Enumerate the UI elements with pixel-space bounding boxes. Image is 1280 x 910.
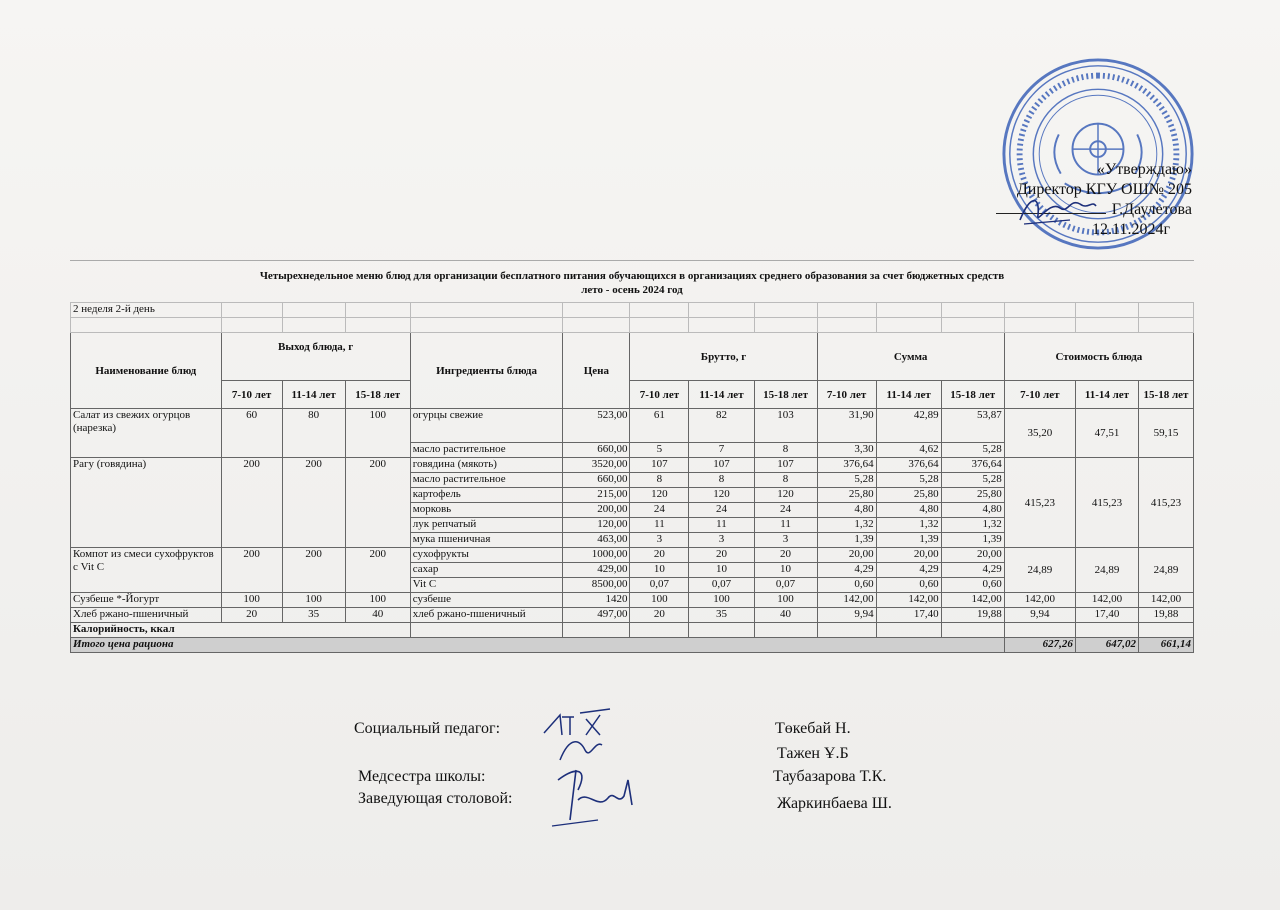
ingredient-sum: 0,60 xyxy=(876,578,941,593)
ingredient-gross: 7 xyxy=(689,443,754,458)
ingredient-gross: 3 xyxy=(754,533,817,548)
signature-role-3: Медсестра школы: xyxy=(358,768,486,785)
ingredient-sum: 19,88 xyxy=(941,608,1004,623)
ingredient-gross: 107 xyxy=(754,458,817,473)
ingredient-price: 660,00 xyxy=(563,443,630,458)
ingredient-sum: 31,90 xyxy=(817,409,876,443)
table-row xyxy=(71,593,1194,608)
ingredient-gross: 10 xyxy=(689,563,754,578)
ingredient-sum: 142,00 xyxy=(876,593,941,608)
ingredient-gross: 100 xyxy=(754,593,817,608)
total-label: Итого цена рациона xyxy=(71,638,1005,653)
ingredient-price: 660,00 xyxy=(563,473,630,488)
table-row xyxy=(71,608,1194,623)
signature-name-2: Тажен Ұ.Б xyxy=(777,745,849,762)
dish-yield: 35 xyxy=(282,608,345,623)
ingredient-gross: 35 xyxy=(689,608,754,623)
dish-cost: 142,00 xyxy=(1004,593,1075,608)
ingredient-sum: 53,87 xyxy=(941,409,1004,443)
ingredient-gross: 8 xyxy=(689,473,754,488)
ingredient-sum: 5,28 xyxy=(941,443,1004,458)
ingredient-gross: 20 xyxy=(630,608,689,623)
ingredient-gross: 0,07 xyxy=(689,578,754,593)
ingredient-sum: 4,80 xyxy=(941,503,1004,518)
ingredient-gross: 107 xyxy=(689,458,754,473)
header-row-2 xyxy=(71,381,1194,409)
ingredient-sum: 5,28 xyxy=(817,473,876,488)
header-ingredients: Ингредиенты блюда xyxy=(410,333,563,409)
ingredient-gross: 40 xyxy=(754,608,817,623)
signature-name-1: Төкебай Н. xyxy=(775,720,851,737)
day-label: 2 неделя 2-й день xyxy=(71,303,222,318)
ingredient-sum: 5,28 xyxy=(941,473,1004,488)
director-signature xyxy=(1010,190,1100,230)
dish-cost: 142,00 xyxy=(1075,593,1138,608)
dish-cost: 415,23 xyxy=(1004,458,1075,548)
header-yield-age1: 7-10 лет xyxy=(221,381,282,409)
dish-yield: 200 xyxy=(282,548,345,593)
ingredient-gross: 24 xyxy=(754,503,817,518)
ingredient-sum: 4,29 xyxy=(817,563,876,578)
document-subtitle: лето - осень 2024 год xyxy=(581,284,683,296)
dish-yield: 100 xyxy=(345,409,410,458)
ingredient-name: масло растительное xyxy=(410,473,563,488)
header-cost: Стоимость блюда xyxy=(1004,333,1193,381)
ingredient-name: масло растительное xyxy=(410,443,563,458)
header-gross-age1: 7-10 лет xyxy=(630,381,689,409)
document-title: Четырехнедельное меню блюд для организации бесплатного питания обучающихся в организациях среднего образования за счет бюджетных средств xyxy=(259,270,1005,282)
ingredient-gross: 82 xyxy=(689,409,754,443)
dish-yield: 20 xyxy=(221,608,282,623)
header-gross: Брутто, г xyxy=(630,333,817,381)
ingredient-gross: 20 xyxy=(754,548,817,563)
signature-name-4: Жаркинбаева Ш. xyxy=(777,795,892,812)
ingredient-sum: 1,32 xyxy=(876,518,941,533)
ingredient-price: 215,00 xyxy=(563,488,630,503)
dish-cost: 59,15 xyxy=(1138,409,1193,458)
ingredient-gross: 10 xyxy=(754,563,817,578)
dish-yield: 200 xyxy=(345,458,410,548)
ingredient-gross: 11 xyxy=(689,518,754,533)
header-yield-age3: 15-18 лет xyxy=(345,381,410,409)
dish-yield: 200 xyxy=(221,548,282,593)
dish-cost: 9,94 xyxy=(1004,608,1075,623)
ingredient-name: Vit C xyxy=(410,578,563,593)
ingredient-sum: 1,32 xyxy=(941,518,1004,533)
ingredient-gross: 100 xyxy=(630,593,689,608)
ingredient-sum: 376,64 xyxy=(941,458,1004,473)
ingredient-gross: 5 xyxy=(630,443,689,458)
ingredient-price: 429,00 xyxy=(563,563,630,578)
dish-cost: 47,51 xyxy=(1075,409,1138,458)
table-row xyxy=(71,409,1194,443)
ingredient-sum: 1,39 xyxy=(941,533,1004,548)
ingredient-name: хлеб ржано-пшеничный xyxy=(410,608,563,623)
dish-yield: 200 xyxy=(221,458,282,548)
ingredient-sum: 9,94 xyxy=(817,608,876,623)
ingredient-gross: 24 xyxy=(630,503,689,518)
day-row xyxy=(71,303,1194,318)
spacer-row xyxy=(71,318,1194,333)
ingredient-price: 1000,00 xyxy=(563,548,630,563)
ingredient-gross: 103 xyxy=(754,409,817,443)
nurse-signature xyxy=(548,760,648,830)
ingredient-sum: 25,80 xyxy=(876,488,941,503)
ingredient-sum: 1,32 xyxy=(817,518,876,533)
ingredient-sum: 25,80 xyxy=(817,488,876,503)
header-cost-age2: 11-14 лет xyxy=(1075,381,1138,409)
ingredient-gross: 120 xyxy=(689,488,754,503)
ingredient-price: 523,00 xyxy=(563,409,630,443)
ingredient-sum: 142,00 xyxy=(817,593,876,608)
signature-name-3: Таубазарова Т.К. xyxy=(773,768,887,785)
ingredient-price: 120,00 xyxy=(563,518,630,533)
header-gross-age2: 11-14 лет xyxy=(689,381,754,409)
ingredient-gross: 0,07 xyxy=(754,578,817,593)
dish-cost: 24,89 xyxy=(1075,548,1138,593)
ingredient-name: говядина (мякоть) xyxy=(410,458,563,473)
dish-cost: 24,89 xyxy=(1138,548,1193,593)
ingredient-gross: 24 xyxy=(689,503,754,518)
header-gross-age3: 15-18 лет xyxy=(754,381,817,409)
total-value: 647,02 xyxy=(1075,638,1138,653)
ingredient-gross: 61 xyxy=(630,409,689,443)
dish-name: Рагу (говядина) xyxy=(71,458,222,548)
ingredient-name: картофель xyxy=(410,488,563,503)
header-yield-age2: 11-14 лет xyxy=(282,381,345,409)
ingredient-sum: 25,80 xyxy=(941,488,1004,503)
ingredient-sum: 20,00 xyxy=(941,548,1004,563)
approval-date: 12.11.2024г xyxy=(1092,221,1170,238)
menu-table xyxy=(70,302,1194,653)
ingredient-sum: 17,40 xyxy=(876,608,941,623)
dish-cost: 415,23 xyxy=(1075,458,1138,548)
menu-table-wrapper xyxy=(70,260,1194,653)
dish-yield: 60 xyxy=(221,409,282,458)
dish-name: Сузбеше *-Йогурт xyxy=(71,593,222,608)
header-sum: Сумма xyxy=(817,333,1004,381)
header-yield: Выход блюда, г xyxy=(221,333,410,381)
total-value: 627,26 xyxy=(1004,638,1075,653)
ingredient-gross: 20 xyxy=(689,548,754,563)
dish-cost: 35,20 xyxy=(1004,409,1075,458)
ingredient-sum: 376,64 xyxy=(876,458,941,473)
header-sum-age2: 11-14 лет xyxy=(876,381,941,409)
approval-name: Г.Даулетова xyxy=(1111,201,1192,218)
ingredient-sum: 4,80 xyxy=(876,503,941,518)
ingredient-price: 497,00 xyxy=(563,608,630,623)
ingredient-sum: 4,80 xyxy=(817,503,876,518)
ingredient-price: 463,00 xyxy=(563,533,630,548)
ingredient-gross: 8 xyxy=(754,473,817,488)
header-sum-age1: 7-10 лет xyxy=(817,381,876,409)
dish-cost: 24,89 xyxy=(1004,548,1075,593)
ingredient-price: 8500,00 xyxy=(563,578,630,593)
ingredient-sum: 20,00 xyxy=(817,548,876,563)
ingredient-gross: 20 xyxy=(630,548,689,563)
header-dish-name: Наименование блюд xyxy=(71,333,222,409)
header-sum-age3: 15-18 лет xyxy=(941,381,1004,409)
ingredient-name: огурцы свежие xyxy=(410,409,563,443)
total-row xyxy=(71,638,1194,653)
ingredient-gross: 8 xyxy=(754,443,817,458)
ingredient-gross: 10 xyxy=(630,563,689,578)
ingredient-sum: 0,60 xyxy=(817,578,876,593)
ingredient-sum: 20,00 xyxy=(876,548,941,563)
ingredient-gross: 11 xyxy=(754,518,817,533)
ingredient-gross: 11 xyxy=(630,518,689,533)
dish-yield: 100 xyxy=(221,593,282,608)
dish-cost: 415,23 xyxy=(1138,458,1193,548)
dish-yield: 40 xyxy=(345,608,410,623)
approval-title: «Утверждаю» xyxy=(1096,161,1192,178)
ingredient-name: лук репчатый xyxy=(410,518,563,533)
dish-name: Хлеб ржано-пшеничный xyxy=(71,608,222,623)
table-title xyxy=(70,260,1194,302)
ingredient-gross: 100 xyxy=(689,593,754,608)
ingredient-sum: 376,64 xyxy=(817,458,876,473)
ingredient-sum: 3,30 xyxy=(817,443,876,458)
ingredient-price: 200,00 xyxy=(563,503,630,518)
dish-yield: 200 xyxy=(345,548,410,593)
ingredient-gross: 3 xyxy=(630,533,689,548)
ingredient-sum: 4,29 xyxy=(876,563,941,578)
ingredient-sum: 142,00 xyxy=(941,593,1004,608)
total-value: 661,14 xyxy=(1138,638,1193,653)
calories-row xyxy=(71,623,1194,638)
ingredient-price: 3520,00 xyxy=(563,458,630,473)
ingredient-sum: 4,62 xyxy=(876,443,941,458)
ingredient-gross: 107 xyxy=(630,458,689,473)
ingredient-sum: 1,39 xyxy=(876,533,941,548)
ingredient-sum: 4,29 xyxy=(941,563,1004,578)
table-row xyxy=(71,548,1194,563)
ingredient-name: морковь xyxy=(410,503,563,518)
dish-yield: 100 xyxy=(282,593,345,608)
ingredient-sum: 5,28 xyxy=(876,473,941,488)
dish-cost: 17,40 xyxy=(1075,608,1138,623)
calories-label: Калорийность, ккал xyxy=(71,623,411,638)
dish-cost: 19,88 xyxy=(1138,608,1193,623)
ingredient-name: мука пшеничная xyxy=(410,533,563,548)
ingredient-name: сухофрукты xyxy=(410,548,563,563)
ingredient-sum: 1,39 xyxy=(817,533,876,548)
header-row-1 xyxy=(71,333,1194,381)
ingredient-gross: 3 xyxy=(689,533,754,548)
social-teacher-signature xyxy=(540,705,620,765)
signature-role-4: Заведующая столовой: xyxy=(358,790,513,807)
ingredient-gross: 120 xyxy=(754,488,817,503)
dish-name: Салат из свежих огурцов (нарезка) xyxy=(71,409,222,458)
dish-yield: 200 xyxy=(282,458,345,548)
header-cost-age1: 7-10 лет xyxy=(1004,381,1075,409)
ingredient-gross: 0,07 xyxy=(630,578,689,593)
approval-position: Директор КГУ ОШ№ 205 xyxy=(1016,181,1192,198)
ingredient-price: 1420 xyxy=(563,593,630,608)
table-row xyxy=(71,458,1194,473)
dish-cost: 142,00 xyxy=(1138,593,1193,608)
header-price: Цена xyxy=(563,333,630,409)
ingredient-gross: 8 xyxy=(630,473,689,488)
dish-name: Компот из смеси сухофруктов с Vit C xyxy=(71,548,222,593)
ingredient-sum: 42,89 xyxy=(876,409,941,443)
ingredient-name: сузбеше xyxy=(410,593,563,608)
ingredient-name: сахар xyxy=(410,563,563,578)
ingredient-gross: 120 xyxy=(630,488,689,503)
ingredient-sum: 0,60 xyxy=(941,578,1004,593)
dish-yield: 100 xyxy=(345,593,410,608)
dish-yield: 80 xyxy=(282,409,345,458)
header-cost-age3: 15-18 лет xyxy=(1138,381,1193,409)
signature-role-1: Социальный педагог: xyxy=(354,720,501,737)
